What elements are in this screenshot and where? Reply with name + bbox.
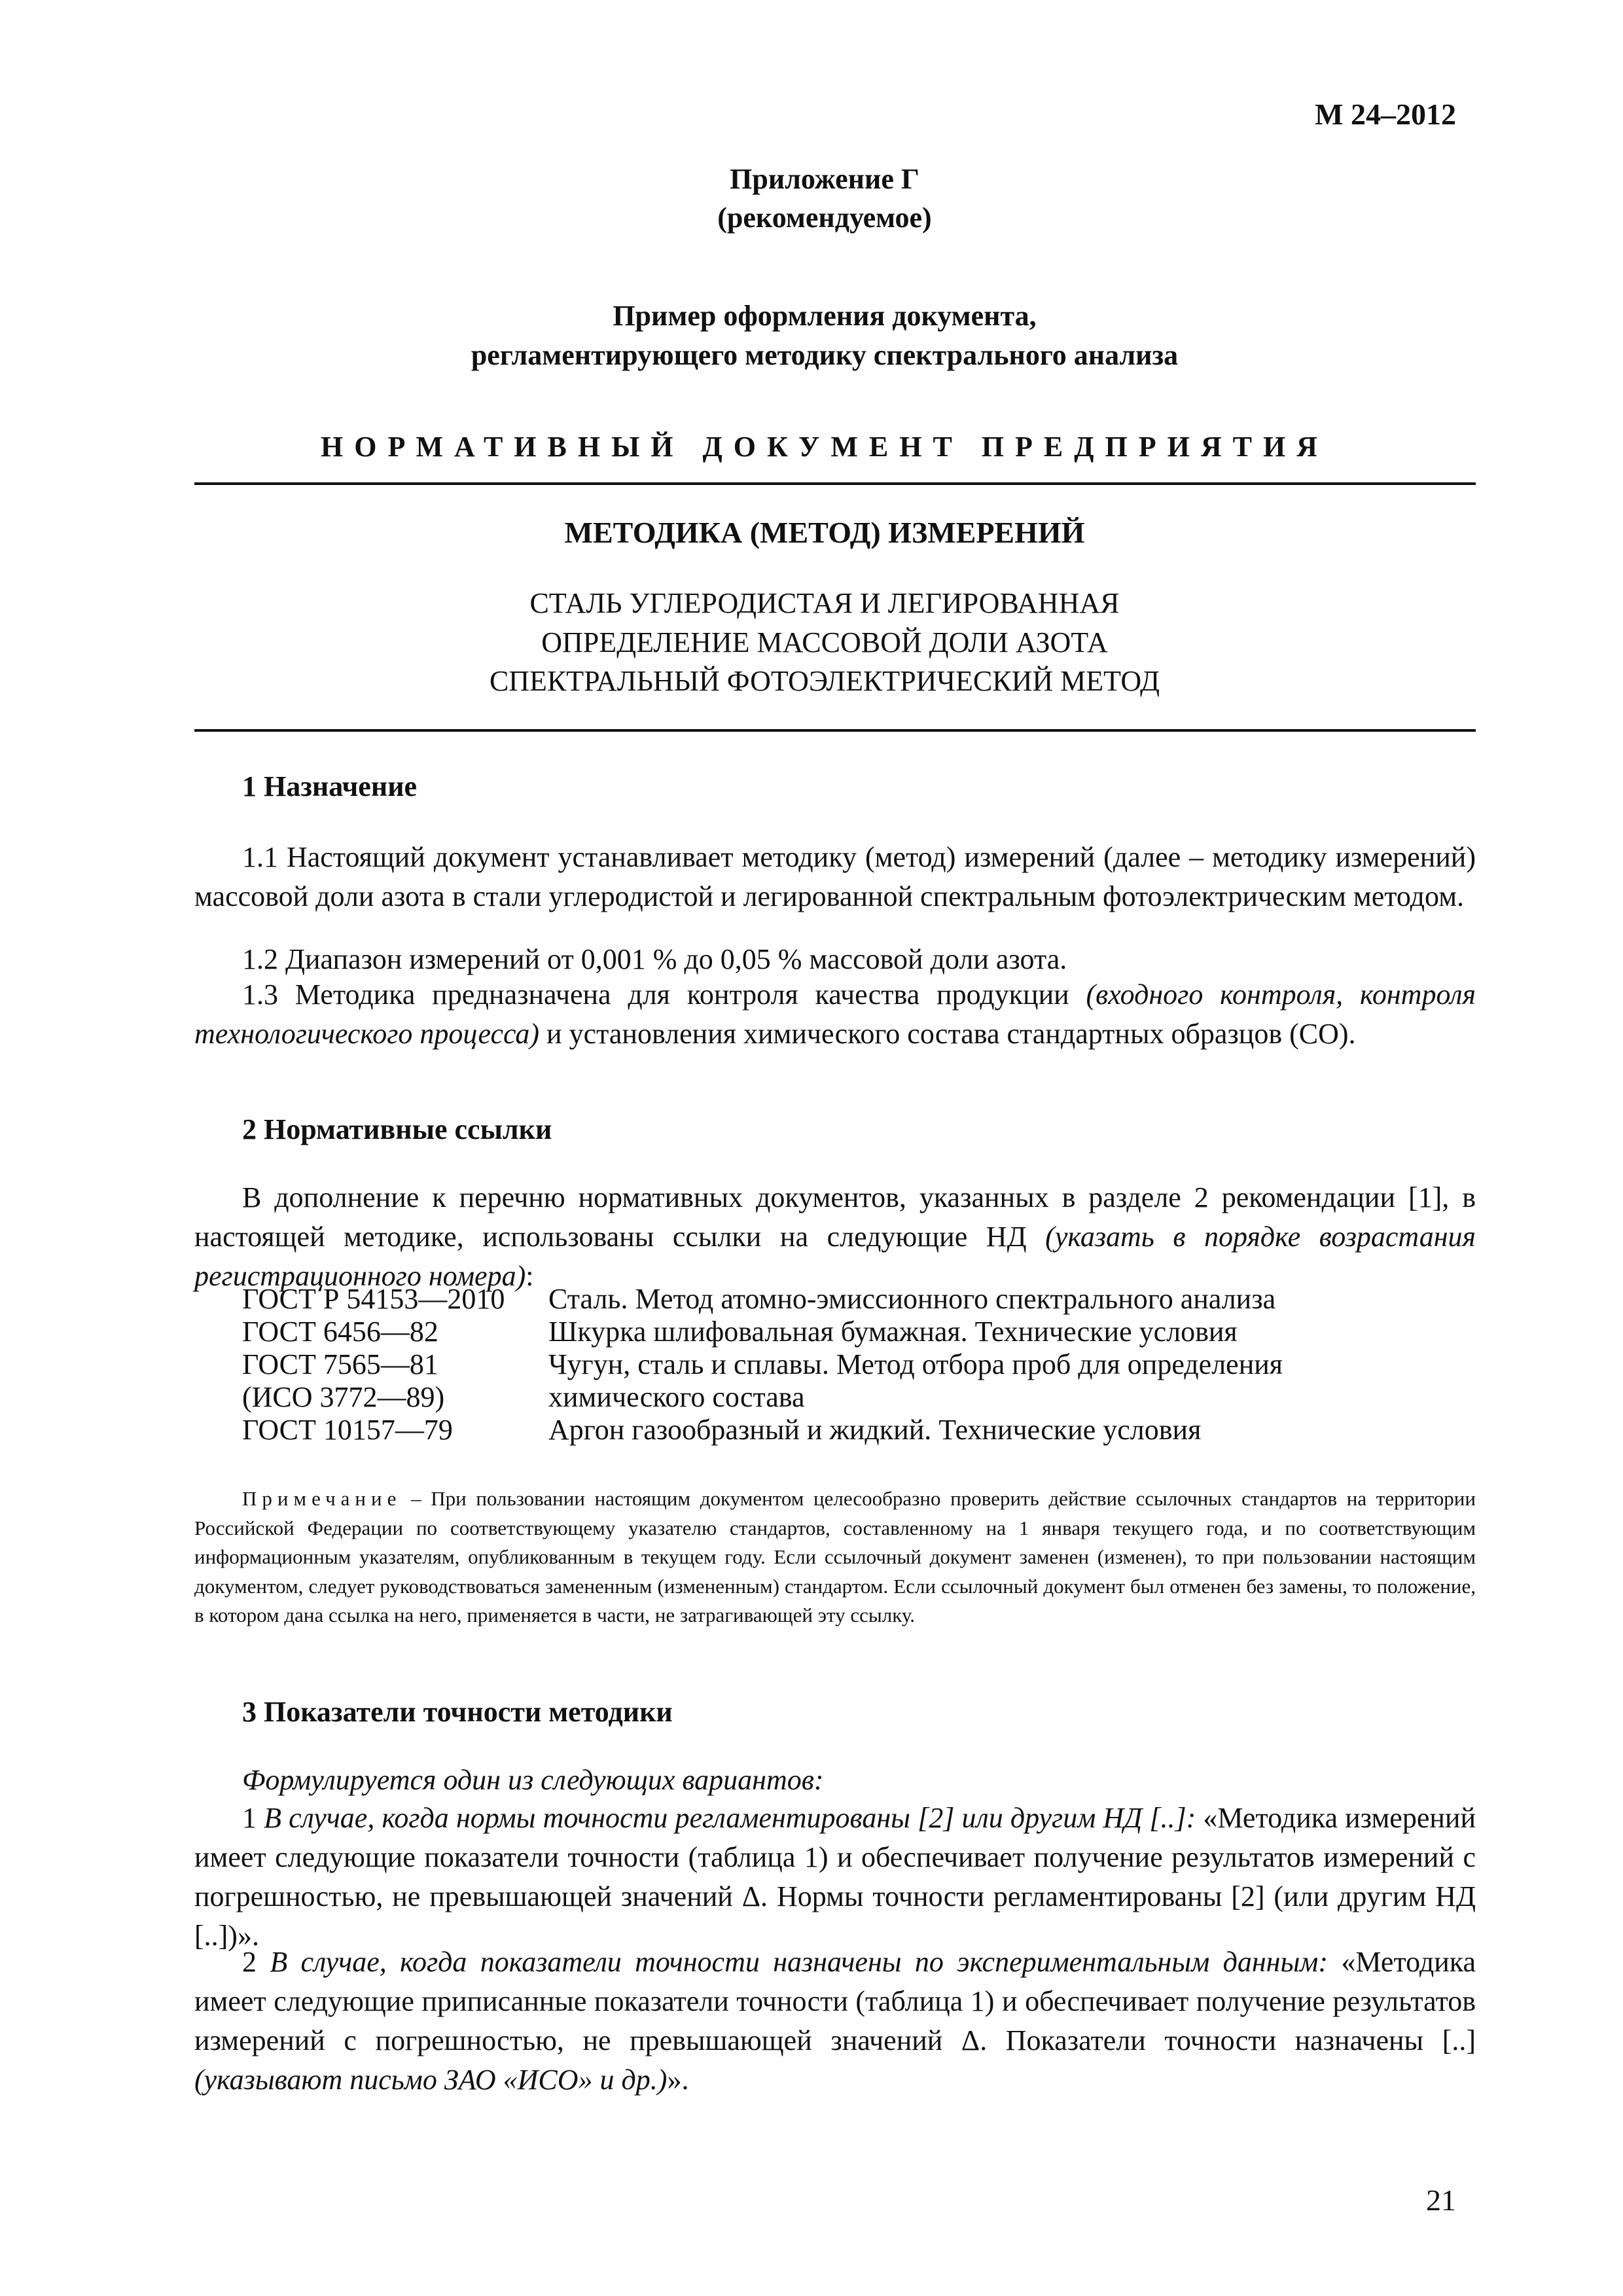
section-3-heading: 3 Показатели точности методики	[242, 1696, 673, 1728]
subject-line-1: СТАЛЬ УГЛЕРОДИСТАЯ И ЛЕГИРОВАННАЯ	[529, 587, 1120, 619]
reference-code: ГОСТ 6456—82	[242, 1316, 438, 1348]
paragraph-1-1: 1.1 Настоящий документ устанавливает методику (метод) измерений (далее – методику измерений) массовой доли азота в стали углеродистой и легированной спектральным фотоэлектрическим методом.	[194, 841, 1476, 912]
variant-2-text: «Методика имеет следующие приписанные показатели точности (таблица 1) и обеспечивает получение результатов измерений с погрешностью, не превышающей значений Δ. Показатели точности назначены [..]	[194, 1946, 1476, 2056]
reference-code: (ИСО 3772—89)	[242, 1381, 445, 1413]
reference-title: Шкурка шлифовальная бумажная. Технические условия	[548, 1316, 1238, 1348]
appendix-subtitle: (рекомендуемое)	[717, 202, 932, 234]
method-title: МЕТОДИКА (МЕТОД) ИЗМЕРЕНИЙ	[564, 516, 1085, 549]
reference-row	[242, 1414, 1283, 1446]
variant-2-number: 2	[242, 1946, 270, 1978]
enterprise-document-heading: НОРМАТИВНЫЙ ДОКУМЕНТ ПРЕДПРИЯТИЯ	[321, 431, 1329, 463]
paragraph-1-3-italic: (входного контроля, контроля технологического процесса)	[194, 978, 1476, 1050]
note-label: Примечание	[242, 1487, 402, 1510]
reference-row	[242, 1348, 1283, 1381]
note-text: – При пользовании настоящим документом целесообразно проверить действие ссылочных стандартов на территории Российской Федерации по соответствующему указателю стандартов, составленному на 1 января текущего года, и по соответствующим информационным указателям, опубликованным в текущем году. Если ссылочный документ заменен (изменен), то при пользовании настоящим документом, следует руководствоваться замененным (измененным) стандартом. Если ссылочный документ был отменен без замены, то положение, в котором дана ссылка на него, применяется в части, не затрагивающей эту ссылку.	[194, 1487, 1476, 1626]
variant-2-paragraph	[194, 1943, 1476, 2100]
variant-1-number: 1	[242, 1802, 264, 1834]
paragraph-1-2: 1.2 Диапазон измерений от 0,001 % до 0,05 % массовой доли азота.	[242, 943, 1067, 975]
paragraph-1-3	[194, 975, 1476, 1054]
page-number: 21	[1426, 2183, 1456, 2217]
subject-line-3: СПЕКТРАЛЬНЫЙ ФОТОЭЛЕКТРИЧЕСКИЙ МЕТОД	[489, 665, 1160, 697]
reference-row	[242, 1381, 1283, 1414]
variant-1-paragraph	[194, 1799, 1476, 1956]
top-divider	[194, 482, 1476, 485]
paragraph-1-3-text: 1.3 Методика предназначена для контроля качества продукции	[242, 978, 1086, 1011]
reference-code: ГОСТ Р 54153—2010	[242, 1283, 505, 1315]
reference-row	[242, 1316, 1283, 1348]
note-paragraph	[194, 1484, 1476, 1630]
section-3-lead: Формулируется один из следующих вариантов:	[242, 1764, 824, 1796]
section-2-heading: 2 Нормативные ссылки	[242, 1113, 552, 1145]
section-2-intro-text: В дополнение к перечню нормативных документов, указанных в разделе 2 рекомендации [1], в настоящей методике, использованы ссылки на следующие НД	[194, 1181, 1476, 1253]
section-2-intro	[194, 1178, 1476, 1296]
reference-title: Чугун, сталь и сплавы. Метод отбора проб для определения	[548, 1348, 1283, 1380]
appendix-title: Приложение Г	[730, 163, 919, 195]
variant-1-text: «Методика измерений имеет следующие показатели точности (таблица 1) и обеспечивает получение результатов измерений с погрешностью, не превышающей значений Δ. Нормы точности регламентированы [2] (или другим НД [..])».	[194, 1802, 1476, 1952]
reference-code: ГОСТ 10157—79	[242, 1414, 453, 1446]
variant-1-condition: В случае, когда нормы точности регламентированы [2] или другим НД [..]:	[264, 1802, 1196, 1834]
reference-title: химического состава	[548, 1381, 805, 1413]
section-2-intro-italic: (указать в порядке возрастания регистрационного номера)	[194, 1221, 1476, 1292]
variant-2-text-end: ».	[667, 2064, 689, 2096]
reference-title: Сталь. Метод атомно-эмиссионного спектрального анализа	[548, 1283, 1276, 1315]
example-title-line-1: Пример оформления документа,	[613, 300, 1037, 332]
subject-line-2: ОПРЕДЕЛЕНИЕ МАССОВОЙ ДОЛИ АЗОТА	[541, 626, 1108, 658]
references-table	[242, 1283, 1283, 1446]
variant-2-italic: (указывают письмо ЗАО «ИСО» и др.)	[194, 2064, 668, 2096]
bottom-divider	[194, 729, 1476, 732]
section-1-heading: 1 Назначение	[242, 770, 418, 802]
reference-code: ГОСТ 7565—81	[242, 1348, 438, 1380]
section-2-intro-colon: :	[526, 1260, 534, 1292]
example-title-line-2: регламентирующего методику спектрального анализа	[471, 339, 1179, 371]
reference-title: Аргон газообразный и жидкий. Технические условия	[548, 1414, 1202, 1446]
reference-row	[242, 1283, 1283, 1316]
paragraph-1-3-text-end: и установления химического состава стандартных образцов (СО).	[539, 1018, 1356, 1050]
variant-2-condition: В случае, когда показатели точности назначены по экспериментальным данным:	[270, 1946, 1329, 1978]
document-number: М 24–2012	[1315, 98, 1456, 131]
